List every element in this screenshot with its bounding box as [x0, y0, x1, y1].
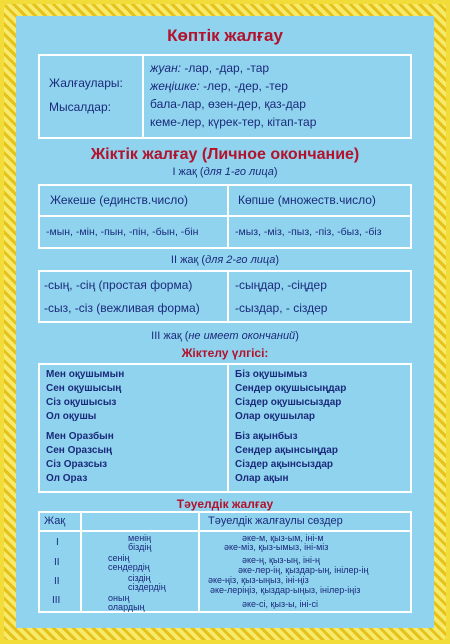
divider — [38, 530, 412, 532]
hard-endings: жуан: -лар, -дар, -тар — [150, 61, 270, 75]
conjugation-line: Мен оқушымын — [46, 369, 125, 380]
divider — [38, 137, 412, 139]
possessive-word: әке-лер-ің, қыздар-ың, інілер-ің — [238, 565, 369, 575]
conjugation-right-2 — [235, 430, 338, 486]
person-number: I — [56, 537, 59, 548]
conjugation-line: Сен оқушысың — [46, 383, 122, 394]
divider — [410, 54, 412, 139]
divider — [38, 491, 412, 493]
conjugation-line: Сен Оразсың — [46, 445, 113, 456]
divider — [38, 184, 412, 186]
personal-title: Жіктік жалғау (Личное окончание) — [90, 146, 360, 163]
divider — [227, 184, 229, 249]
examples-label: Мысалдар: — [49, 100, 111, 114]
conjugation-line: Ол оқушы — [46, 411, 97, 422]
conjugation-title: Жіктелу үлгісі: — [181, 346, 269, 360]
pronoun: сіздердің — [128, 582, 166, 592]
col-singular: Жекеше (единств.число) — [50, 193, 189, 207]
divider — [142, 54, 144, 139]
divider — [410, 270, 412, 323]
divider — [38, 184, 40, 249]
plural-example: кеме-лер, күрек-тер, кітап-тар — [150, 115, 317, 129]
divider — [38, 247, 412, 249]
plural-example: бала-лар, өзен-дер, қаз-дар — [150, 97, 306, 111]
conjugation-line: Сіздер оқушысыздар — [235, 397, 342, 408]
pronoun: олардың — [108, 602, 145, 612]
conjugation-line: Сендер оқушысыңдар — [235, 383, 347, 394]
conjugation-line: Біз ақынбыз — [235, 431, 298, 442]
possessive-word: әке-леріңіз, қыздар-ыңыз, інілер-іңіз — [210, 585, 361, 595]
divider — [38, 321, 412, 323]
p2-plural-polite: -сыздар, - сіздер — [235, 301, 328, 315]
conjugation-left-2 — [46, 430, 114, 486]
divider — [80, 511, 82, 613]
divider — [198, 511, 200, 613]
divider — [38, 54, 40, 139]
divider — [227, 363, 229, 493]
p2-singular-polite: -сыз, -сіз (вежливая форма) — [44, 301, 200, 315]
divider — [38, 215, 412, 217]
conjugation-line: Ол Ораз — [46, 473, 88, 484]
divider — [38, 611, 412, 613]
col-person: Жақ — [44, 515, 66, 527]
person-number: II — [54, 576, 60, 587]
person3-heading: III жақ (не имеет окончаний) — [151, 330, 299, 342]
divider — [38, 511, 412, 513]
endings-label: Жалғаулары: — [49, 76, 123, 90]
possessive-word: әке-міз, қыз-ымыз, іні-міз — [224, 542, 329, 552]
p2-plural-simple: -сыңдар, -сіңдер — [235, 278, 327, 292]
col-plural: Көпше (множеств.число) — [238, 193, 376, 207]
divider — [410, 363, 412, 493]
pronoun: сендердің — [108, 562, 150, 572]
soft-endings: жеңішке: -лер, -дер, -тер — [150, 79, 288, 93]
plural-title: Көптік жалғау — [167, 26, 283, 45]
possessive-word: әке-м, қыз-ым, іні-м — [242, 533, 324, 543]
conjugation-line: Олар ақын — [235, 473, 289, 484]
person1-heading: I жақ (для 1-го лица) — [172, 166, 278, 178]
conjugation-line: Сіздер ақынсыздар — [235, 459, 334, 470]
conjugation-line: Мен Оразбын — [46, 431, 114, 442]
divider — [38, 270, 40, 323]
possessive-word: әке-сі, қыз-ы, іні-сі — [242, 599, 319, 609]
conjugation-line: Олар оқушылар — [235, 411, 316, 422]
pronoun: менің — [128, 533, 152, 543]
conjugation-left-1 — [46, 368, 124, 424]
pronoun: сіздің — [128, 573, 151, 583]
divider — [38, 511, 40, 613]
divider — [38, 270, 412, 272]
possessive-title: Тәуелдік жалғау — [176, 497, 274, 511]
conjugation-line: Сендер ақынсыңдар — [235, 445, 338, 456]
p1-singular-endings: -мын, -мін, -пын, -пін, -бын, -бін — [46, 226, 199, 238]
divider — [410, 511, 412, 613]
col-possessive-words: Тәуелдік жалғаулы сөздер — [208, 515, 343, 527]
person-number: II — [54, 557, 60, 568]
pronoun: сенің — [108, 553, 130, 563]
conjugation-right-1 — [235, 368, 346, 424]
p1-plural-endings: -мыз, -міз, -пыз, -піз, -быз, -біз — [235, 226, 382, 238]
divider — [227, 270, 229, 323]
content-panel — [16, 16, 434, 628]
divider — [38, 363, 412, 365]
p2-singular-simple: -сың, -сің (простая форма) — [44, 278, 193, 292]
pronoun: біздің — [128, 542, 152, 552]
person-number: III — [52, 595, 61, 606]
divider — [410, 184, 412, 249]
divider — [38, 363, 40, 493]
conjugation-line: Біз оқушымыз — [235, 369, 308, 380]
possessive-word: әке-ң, қыз-ың, іні-ң — [242, 555, 320, 565]
person2-heading: II жақ (для 2-го лица) — [170, 254, 280, 266]
conjugation-line: Сіз оқушысыз — [46, 397, 117, 408]
possessive-word: әке-ңіз, қыз-ыңыз, іні-ңіз — [208, 575, 309, 585]
divider — [38, 54, 412, 56]
conjugation-line: Сіз Оразсыз — [46, 459, 108, 470]
pronoun: оның — [108, 593, 130, 603]
